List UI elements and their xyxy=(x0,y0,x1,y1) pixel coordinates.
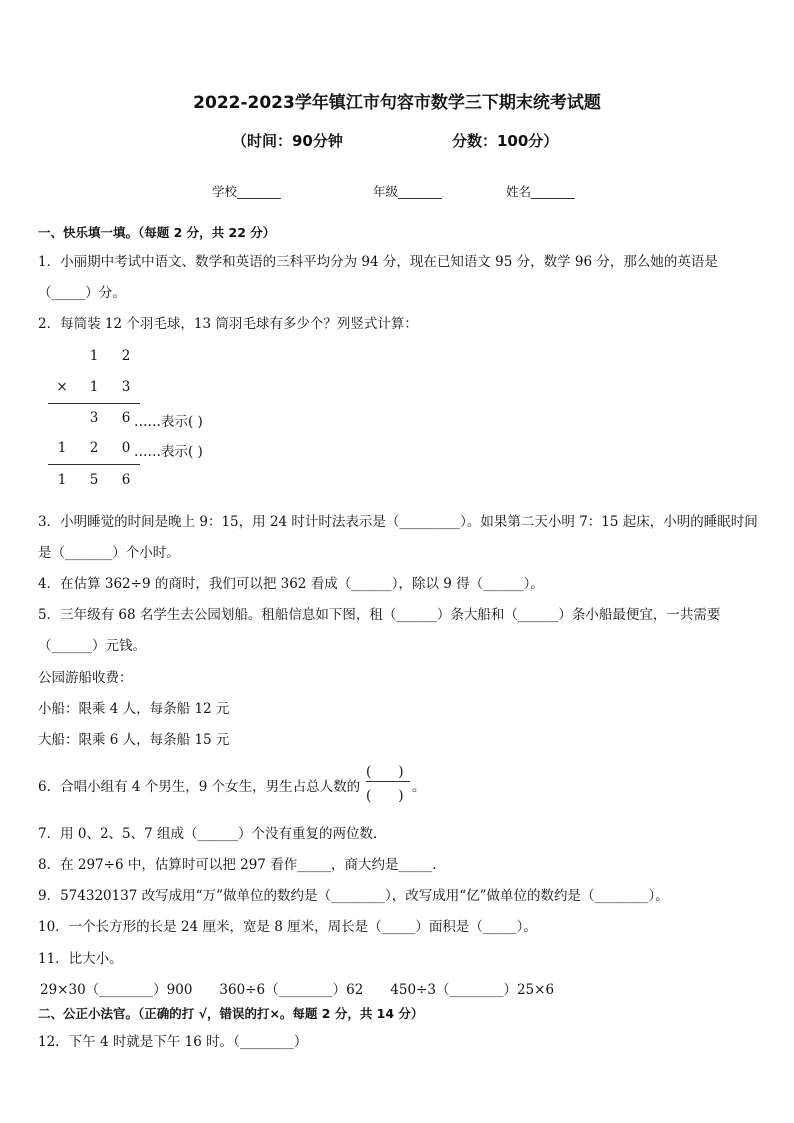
q3-text: 3．小明睡觉的时间是晚上 9：15，用 24 时计时法表示是（_________）。如果第二天小明 7：15 起床，小明的睡眠时间 xyxy=(38,514,758,530)
q1-text-cont: （_____）分。 xyxy=(38,285,126,301)
q3-text-cont: 是（_______）个小时。 xyxy=(38,545,180,561)
calc-digit: 5 xyxy=(89,472,99,488)
q6-end: 。 xyxy=(412,779,426,795)
fee-title: 公园游船收费： xyxy=(38,670,133,686)
grade-field: 年级_______ xyxy=(373,184,442,199)
calc-digit: 6 xyxy=(121,472,131,488)
fraction-bar xyxy=(366,781,410,782)
time-label: （时间：90分钟 xyxy=(232,132,343,150)
calc-rule xyxy=(48,403,140,404)
calc-rule xyxy=(48,464,140,465)
q9-text: 9．574320137 改写成用“万”做单位的数约是（________），改写成用“亿”做单位的数约是（________）。 xyxy=(38,888,669,904)
fraction-blank xyxy=(364,760,412,804)
calc-digit: 1 xyxy=(57,440,67,456)
calc-digit: 1 xyxy=(89,379,99,395)
q4-text: 4．在估算 362÷9 的商时，我们可以把 362 看成（______），除以 9 得（______）。 xyxy=(38,576,544,592)
calc-digit: 3 xyxy=(121,379,131,395)
school-field: 学校_______ xyxy=(212,184,281,199)
section-2-heading: 二、公正小法官。（正确的打 √，错误的打×。每题 2 分，共 14 分） xyxy=(38,1006,424,1021)
q7-text: 7．用 0、2、5、7 组成（______）个没有重复的两位数． xyxy=(38,826,387,842)
calc-digit: 3 xyxy=(89,410,99,426)
q8-text: 8．在 297÷6 中，估算时可以把 297 看作_____，商大约是_____． xyxy=(38,857,446,873)
multiply-sign: × xyxy=(56,379,68,395)
fraction-denominator: ( ) xyxy=(366,788,404,804)
big-boat-info: 大船：限乘 6 人，每条船 15 元 xyxy=(38,732,230,748)
calc-digit: 0 xyxy=(121,440,131,456)
q2-text: 2．每筒装 12 个羽毛球，13 筒羽毛球有多少个？列竖式计算： xyxy=(38,316,418,332)
q12-text: 12．下午 4 时就是下午 16 时。（________） xyxy=(38,1034,308,1050)
q5-text-cont: （______）元钱。 xyxy=(38,638,146,654)
q1-text: 1．小丽期中考试中语文、数学和英语的三科平均分为 94 分，现在已知语文 95 分，数学 96 分，那么她的英语是 xyxy=(38,254,718,270)
page-title: 2022-2023学年镇江市句容市数学三下期末统考试题 xyxy=(193,93,601,113)
calc-digit: 2 xyxy=(121,348,131,364)
calc-digit: 1 xyxy=(89,348,99,364)
q11-text: 11．比大小。 xyxy=(38,951,123,967)
q6-text: 6．合唱小组有 4 个男生，9 个女生，男生占总人数的 xyxy=(38,779,361,795)
calc-digit: 1 xyxy=(57,472,67,488)
q5-text: 5．三年级有 68 名学生去公园划船。租船信息如下图，租（______）条大船和（______）条小船最便宜，一共需要 xyxy=(38,607,721,623)
calc-note: ……表示( ) xyxy=(134,414,203,430)
small-boat-info: 小船：限乘 4 人，每条船 12 元 xyxy=(38,701,230,717)
q10-text: 10．一个长方形的长是 24 厘米，宽是 8 厘米，周长是（_____）面积是（_____）。 xyxy=(38,919,537,935)
calc-digit: 2 xyxy=(89,440,99,456)
fraction-numerator: ( ) xyxy=(366,764,404,780)
section-1-heading: 一、快乐填一填。（每题 2 分，共 22 分） xyxy=(38,225,276,240)
name-field: 姓名_______ xyxy=(506,184,575,199)
q11-compare-row: 29×30（________）900 360÷6（________）62 450÷3（________）25×6 xyxy=(40,982,555,998)
calc-note: ……表示( ) xyxy=(134,444,203,460)
score-label: 分数：100分） xyxy=(452,132,559,150)
calc-digit: 6 xyxy=(121,410,131,426)
